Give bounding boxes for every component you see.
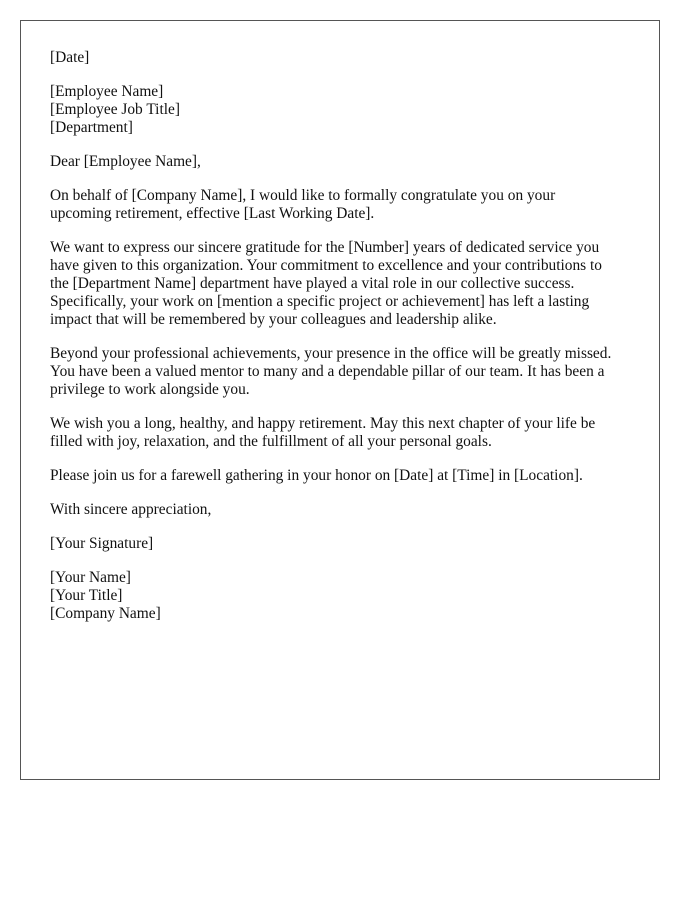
paragraph-line: Specifically, your work on [mention a specific project or achievement] has left a lasting (50, 293, 590, 310)
date-block (50, 49, 650, 67)
paragraph-line: On behalf of [Company Name], I would like to formally congratulate you on your (50, 187, 556, 204)
sender-name: [Your Name] (50, 569, 131, 586)
salutation (50, 153, 650, 171)
paragraph-congratulations (50, 187, 650, 223)
paragraph-wishes (50, 415, 650, 451)
paragraph-gratitude (50, 239, 650, 329)
paragraph-line: impact that will be remembered by your colleagues and leadership alike. (50, 311, 497, 328)
closing-text: With sincere appreciation, (50, 501, 212, 518)
recipient-name: [Employee Name] (50, 83, 164, 100)
letter-date: [Date] (50, 49, 90, 66)
paragraph-line: upcoming retirement, effective [Last Working Date]. (50, 205, 375, 222)
salutation-text: Dear [Employee Name], (50, 153, 201, 170)
paragraph-line: filled with joy, relaxation, and the fulfillment of all your personal goals. (50, 433, 492, 450)
sender-block (50, 569, 650, 623)
recipient-block (50, 83, 650, 137)
paragraph-line: We want to express our sincere gratitude for the [Number] years of dedicated service you (50, 239, 600, 256)
paragraph-farewell-invite (50, 467, 650, 485)
paragraph-line: You have been a valued mentor to many and a dependable pillar of our team. It has been a (50, 363, 605, 380)
signature-block (50, 535, 650, 553)
paragraph-line: Please join us for a farewell gathering in your honor on [Date] at [Time] in [Location]. (50, 467, 583, 484)
paragraph-line: the [Department Name] department have played a vital role in our collective success. (50, 275, 575, 292)
paragraph-missed (50, 345, 650, 399)
sender-company: [Company Name] (50, 605, 161, 622)
paragraph-line: Beyond your professional achievements, your presence in the office will be greatly missed. (50, 345, 612, 362)
paragraph-line: We wish you a long, healthy, and happy retirement. May this next chapter of your life be (50, 415, 596, 432)
letter-page (20, 20, 660, 780)
recipient-job-title: [Employee Job Title] (50, 101, 180, 118)
signature-placeholder: [Your Signature] (50, 535, 154, 552)
paragraph-line: privilege to work alongside you. (50, 381, 250, 398)
letter-body (50, 49, 650, 639)
closing (50, 501, 650, 519)
recipient-department: [Department] (50, 119, 133, 136)
paragraph-line: have given to this organization. Your commitment to excellence and your contributions to (50, 257, 602, 274)
sender-title: [Your Title] (50, 587, 123, 604)
